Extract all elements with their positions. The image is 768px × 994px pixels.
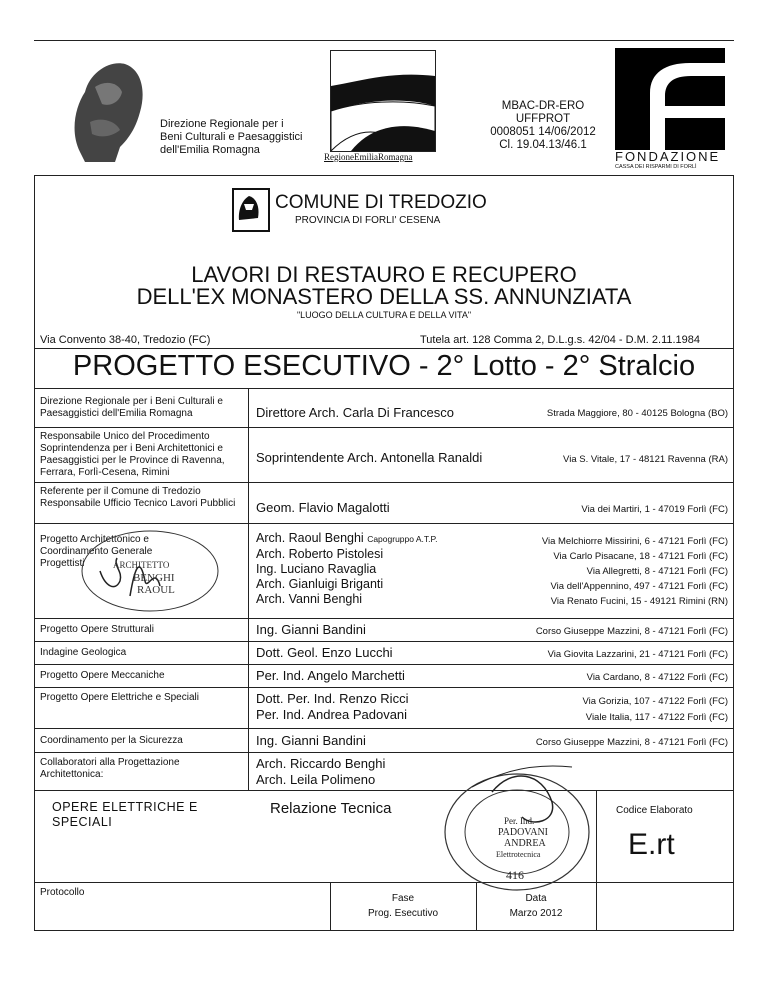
addrs-elettriche: Via Gorizia, 107 - 47122 Forlì (FC) Viale Italia, 117 - 47122 Forlì (FC) bbox=[582, 696, 728, 723]
project-subtitle: "LUOGO DELLA CULTURA E DELLA VITA" bbox=[296, 310, 472, 320]
project-address: Via Convento 38-40, Tredozio (FC) bbox=[40, 334, 211, 346]
bottom-border bbox=[34, 930, 734, 931]
date-value: Marzo 2012 bbox=[509, 908, 563, 919]
row-sep-6 bbox=[34, 664, 734, 665]
role-geologica: Indagine Geologica bbox=[40, 647, 127, 658]
svg-text:Elettrotecnica: Elettrotecnica bbox=[496, 850, 541, 859]
name-strutturali: Ing. Gianni Bandini bbox=[256, 622, 366, 637]
engineer-seal bbox=[432, 762, 602, 897]
role-meccaniche: Progetto Opere Meccaniche bbox=[40, 670, 165, 681]
role-elettriche: Progetto Opere Elettriche e Speciali bbox=[40, 692, 199, 703]
comune-name: COMUNE DI TREDOZIO bbox=[275, 192, 487, 213]
names-elettriche: Dott. Per. Ind. Renzo Ricci Per. Ind. Andrea Padovani bbox=[256, 691, 409, 722]
row-sep-8 bbox=[34, 728, 734, 729]
architect-names: Arch. Raoul Benghi Capogruppo A.T.P. Arch. Roberto Pistolesi Ing. Luciano Ravaglia Arch. Gianluigi Briganti Arch. Vanni Benghi bbox=[256, 531, 438, 606]
svg-text:PADOVANI: PADOVANI bbox=[498, 827, 549, 838]
name-rup: Soprintendente Arch. Antonella Ranaldi bbox=[256, 450, 483, 465]
addr-meccaniche: Via Cardano, 8 - 47122 Forlì (FC) bbox=[586, 672, 728, 683]
addr-rup: Via S. Vitale, 17 - 48121 Ravenna (RA) bbox=[563, 454, 728, 465]
region-label: RegioneEmiliaRomagna bbox=[324, 152, 413, 162]
row-sep-10 bbox=[34, 790, 734, 791]
comune-crest bbox=[232, 188, 270, 232]
name-geologica: Dott. Geol. Enzo Lucchi bbox=[256, 645, 393, 660]
addr-sicurezza: Corso Giuseppe Mazzini, 8 - 47121 Forlì (FC) bbox=[535, 737, 728, 748]
ministry-name: Direzione Regionale per i Beni Culturali e Paesaggistici dell'Emilia Romagna bbox=[160, 118, 303, 156]
category-label: OPERE ELETTRICHE E SPECIALI bbox=[52, 800, 198, 829]
phase-title: PROGETTO ESECUTIVO - 2° Lotto - 2° Stralcio bbox=[72, 350, 696, 382]
name-sicurezza: Ing. Gianni Bandini bbox=[256, 733, 366, 748]
footer-div-1 bbox=[330, 882, 331, 930]
names-collaboratori: Arch. Riccardo Benghi Arch. Leila Polimeno bbox=[256, 756, 386, 787]
region-logo bbox=[330, 50, 436, 152]
role-sicurezza: Coordinamento per la Sicurezza bbox=[40, 735, 183, 746]
architect-seal bbox=[75, 526, 225, 616]
code-value: E.rt bbox=[628, 828, 675, 861]
role-rup: Responsabile Unico del Procedimento Soprintendenza per i Beni Architettonici e Paesaggistici per le Province di Ravenna, Ferrara, Forlì-Cesena, Rimini bbox=[40, 431, 225, 478]
role-architettonico: Progetto Architettonico e Coordinamento Generale Progettisti bbox=[40, 534, 153, 569]
phase-label: Fase bbox=[391, 893, 415, 904]
top-border bbox=[34, 40, 734, 41]
row-sep-9 bbox=[34, 752, 734, 753]
architect-addresses: Via Melchiorre Missirini, 6 - 47121 Forlì (FC) Via Carlo Pisacane, 18 - 47121 Forlì (FC) Via Allegretti, 8 - 47121 Forlì (FC) Via dell'Appennino, 497 - 47121 Forlì (FC) Via Renato Fucini, 15 - 49121 Rimini (RN) bbox=[541, 536, 728, 607]
svg-text:BENGHI: BENGHI bbox=[133, 572, 175, 584]
role-direzione: Direzione Regionale per i Beni Culturali e Paesaggistici dell'Emilia Romagna bbox=[40, 396, 223, 419]
svg-text:ANDREA: ANDREA bbox=[504, 838, 546, 849]
svg-text:Per. Ind.: Per. Ind. bbox=[504, 816, 535, 826]
protocol-stamp: MBAC-DR-ERO UFFPROT 0008051 14/06/2012 Cl. 19.04.13/46.1 bbox=[490, 100, 596, 151]
role-referente: Referente per il Comune di Tredozio Responsabile Ufficio Tecnico Lavori Pubblici bbox=[40, 486, 236, 509]
svg-text:ARCHITETTO: ARCHITETTO bbox=[113, 560, 170, 570]
name-meccaniche: Per. Ind. Angelo Marchetti bbox=[256, 668, 405, 683]
addr-strutturali: Corso Giuseppe Mazzini, 8 - 47121 Forlì (FC) bbox=[535, 626, 728, 637]
ministry-logo bbox=[60, 52, 150, 162]
foundation-name: FONDAZIONE bbox=[615, 149, 721, 164]
svg-text:416: 416 bbox=[506, 868, 524, 882]
row-sep-7 bbox=[34, 687, 734, 688]
comune-province: PROVINCIA DI FORLI' CESENA bbox=[295, 215, 441, 226]
row-sep-1 bbox=[34, 427, 734, 428]
code-label: Codice Elaborato bbox=[616, 805, 693, 816]
phase-bottom-line bbox=[34, 388, 734, 389]
name-referente: Geom. Flavio Magalotti bbox=[256, 500, 390, 515]
row-sep-3 bbox=[34, 523, 734, 524]
row-sep-4 bbox=[34, 618, 734, 619]
addr-referente: Via dei Martiri, 1 - 47019 Forlì (FC) bbox=[581, 504, 728, 515]
project-title-line1: LAVORI DI RESTAURO E RECUPERO bbox=[191, 262, 577, 287]
role-collaboratori: Collaboratori alla Progettazione Architettonica: bbox=[40, 757, 180, 780]
foundation-sub: CASSA DEI RISPARMI DI FORLÌ bbox=[615, 164, 697, 170]
protocol-label: Protocollo bbox=[40, 887, 85, 898]
svg-text:RAOUL: RAOUL bbox=[137, 584, 175, 596]
phase-top-line bbox=[34, 348, 734, 349]
project-title-line2: DELL'EX MONASTERO DELLA SS. ANNUNZIATA bbox=[136, 284, 632, 309]
column-divider bbox=[248, 388, 249, 790]
addr-direzione: Strada Maggiore, 80 - 40125 Bologna (BO) bbox=[546, 408, 728, 419]
foundation-logo bbox=[615, 48, 725, 150]
phase-value: Prog. Esecutivo bbox=[367, 908, 439, 919]
row-sep-2 bbox=[34, 482, 734, 483]
header-bottom-border bbox=[34, 175, 734, 176]
role-strutturali: Progetto Opere Strutturali bbox=[40, 624, 154, 635]
row-sep-5 bbox=[34, 641, 734, 642]
addr-geologica: Via Giovita Lazzarini, 21 - 47121 Forlì (FC) bbox=[547, 649, 728, 660]
tutela-text: Tutela art. 128 Comma 2, D.L.g.s. 42/04 - D.M. 2.11.1984 bbox=[420, 334, 701, 346]
document-title: Relazione Tecnica bbox=[270, 800, 392, 817]
date-label: Data bbox=[525, 893, 547, 904]
footer-top-line bbox=[34, 882, 734, 883]
name-direzione: Direttore Arch. Carla Di Francesco bbox=[256, 405, 454, 420]
